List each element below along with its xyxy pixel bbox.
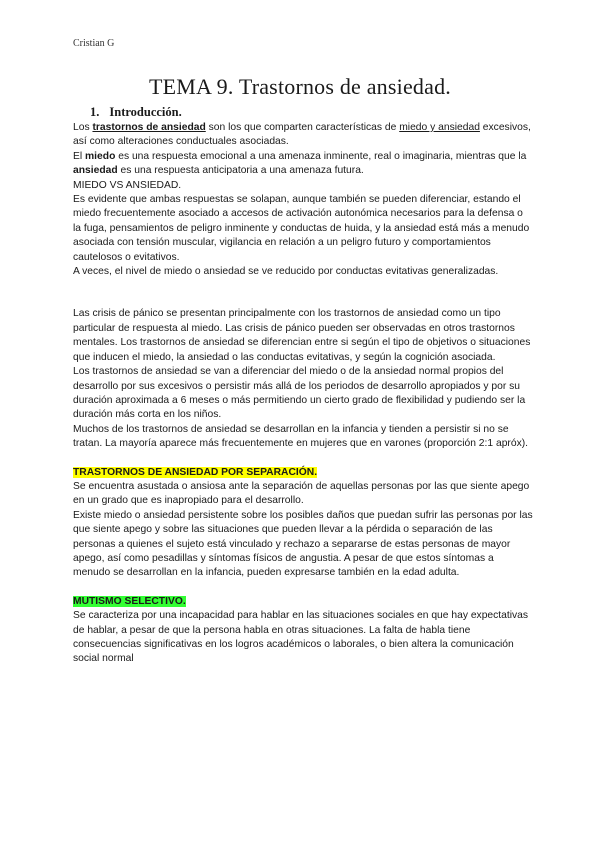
intro-paragraph-6: Las crisis de pánico se presentan principalmente con los trastornos de ansiedad como un tipo particular de respuesta al miedo. Las crisis de pánico pueden ser observadas en otros trastornos mentales. Los trastornos de ansiedad se diferencian entre si según el tipo de objetivos o situaciones que inducen el miedo, la ansiedad o las conductas evitativas, y según la cognición asociada. — [73, 308, 531, 363]
text-run: Los — [73, 122, 93, 133]
spacer — [73, 581, 533, 595]
section-number: 1. — [90, 105, 100, 119]
author-name: Cristian G — [73, 38, 115, 49]
intro-paragraph-2 — [73, 150, 533, 179]
term-trastornos: trastornos de ansiedad — [92, 122, 206, 133]
separacion-paragraph-2: Existe miedo o ansiedad persistente sobre los posibles daños que puedan sufrir las personas por las que siente apego y sobre las situaciones que pueden llevar a la pérdida o separación de las personas a quienes el sujeto está vinculado y rechazo a separarse de estas personas de mayor apego, así como pesadillas y síntomas físicos de angustia. A pesar de que estos síntomas a menudo se desarrollan en la infancia, pueden expresarse también en la edad adulta. — [73, 509, 533, 579]
spacer — [73, 279, 533, 293]
intro-paragraph-3: MIEDO VS ANSIEDAD. — [73, 179, 182, 191]
intro-paragraph-5: A veces, el nivel de miedo o ansiedad se ve reducido por conductas evitativas generalizadas. — [73, 266, 499, 278]
mutismo-heading — [73, 595, 533, 609]
mutismo-heading-text: MUTISMO SELECTIVO. — [73, 595, 186, 607]
section-title: Introducción. — [109, 105, 182, 119]
separacion-heading — [73, 466, 533, 480]
text-run: excesivos, así como alteraciones conductuales asociadas. — [73, 122, 531, 148]
separacion-heading-text: TRASTORNOS DE ANSIEDAD POR SEPARACIÓN. — [73, 466, 318, 478]
term-miedo-ansiedad: miedo y ansiedad — [399, 122, 480, 133]
section-heading — [90, 105, 182, 120]
intro-paragraph-7: Los trastornos de ansiedad se van a diferenciar del miedo o de la ansiedad normal propios del desarrollo por sus excesivos o persistir más allá de los periodos de desarrollo apropiados y por su duración aproximada a 6 meses o más permitiendo un cierto grado de flexibilidad y pudiendo ser la duración más corta en los niños. — [73, 366, 526, 421]
text-run: es una respuesta anticipatoria a una amenaza futura. — [117, 165, 364, 177]
spacer — [73, 452, 533, 466]
separacion-paragraph-1: Se encuentra asustada o ansiosa ante la separación de aquellas personas por las que siente apego en un grado que es inapropiado para el desarrollo. — [73, 480, 530, 507]
term-ansiedad: ansiedad — [73, 165, 118, 177]
text-run: son los que comparten características de — [205, 122, 400, 133]
document-body — [73, 121, 533, 667]
intro-paragraph-4: Es evidente que ambas respuestas se solapan, aunque también se pueden diferenciar, estando el miedo frecuentemente asociado a accesos de activación autonómica necesarios para la defensa o la fuga, pensamientos de peligro inminente y conductas de huida, y la ansiedad está más a menudo asociada con tensión muscular, vigilancia en relación a un peligro futuro y comportamientos cautelosos o evitativos. — [73, 194, 530, 263]
text-run: El — [73, 150, 86, 162]
text-run: es una respuesta emocional a una amenaza inminente, real o imaginaria, mientras que la — [115, 150, 527, 162]
spacer — [73, 293, 533, 307]
mutismo-paragraph-1: Se caracteriza por una incapacidad para hablar en las situaciones sociales en que hay expectativas de hablar, a pesar de que la persona habla en otras situaciones. La falta de habla tiene consecuencias significativas en los logros académicos o laborales, o bien altera la comunicación social normal — [73, 610, 529, 665]
intro-paragraph-1 — [73, 121, 533, 150]
intro-paragraph-8: Muchos de los trastornos de ansiedad se desarrollan en la infancia y tienden a persistir si no se tratan. La mayoría aparece más frecuentemente en mujeres que en varones (proporción 2:1 apróx). — [73, 423, 529, 450]
page-title: TEMA 9. Trastornos de ansiedad. — [149, 74, 451, 99]
term-miedo: miedo — [85, 150, 116, 162]
